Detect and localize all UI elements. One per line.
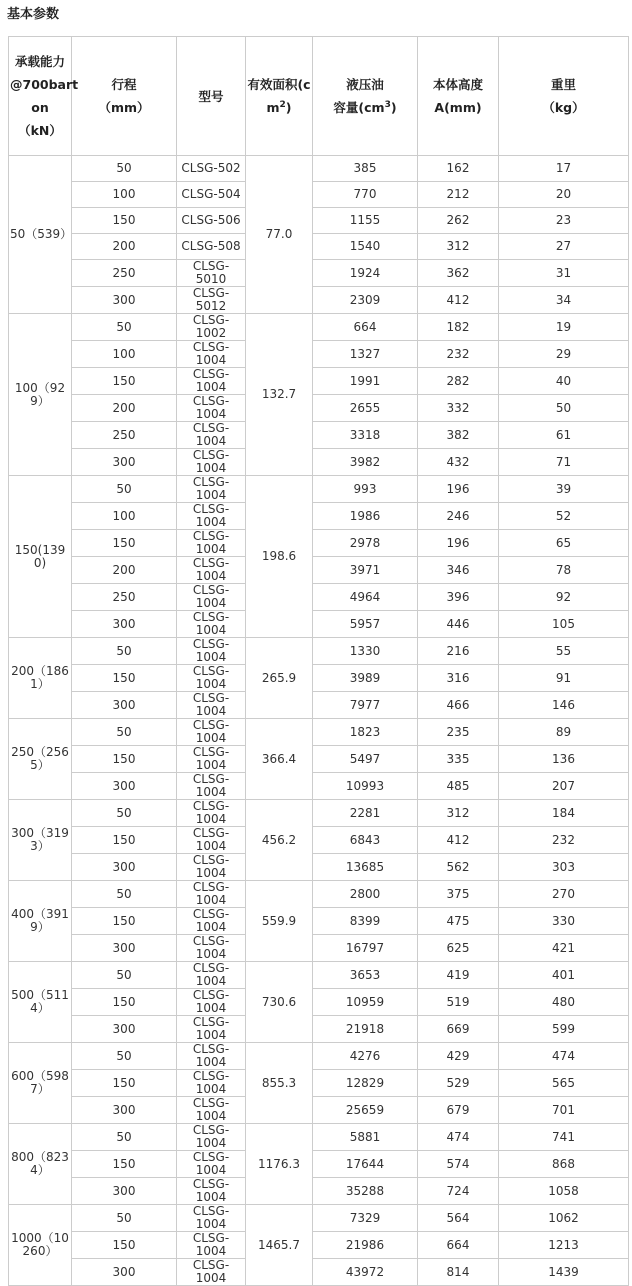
weight-cell: 1213 [499, 1232, 629, 1259]
table-row [9, 746, 629, 773]
table-row [9, 692, 629, 719]
oil-capacity-cell: 3971 [313, 557, 418, 584]
height-cell: 196 [418, 530, 499, 557]
height-cell: 316 [418, 665, 499, 692]
weight-cell: 27 [499, 234, 629, 260]
height-cell: 529 [418, 1070, 499, 1097]
model-cell: CLSG-1004 [177, 1043, 246, 1070]
table-row [9, 1070, 629, 1097]
header-stroke: 行程 （mm） [72, 37, 177, 156]
table-row [9, 935, 629, 962]
height-cell: 485 [418, 773, 499, 800]
stroke-cell: 300 [72, 287, 177, 314]
capacity-cell: 800（8234） [9, 1124, 72, 1205]
oil-capacity-cell: 770 [313, 182, 418, 208]
model-cell: CLSG-508 [177, 234, 246, 260]
header-capacity: 承载能力 @700bart on （kN） [9, 37, 72, 156]
stroke-cell: 50 [72, 476, 177, 503]
model-cell: CLSG-1004 [177, 1016, 246, 1043]
stroke-cell: 50 [72, 1124, 177, 1151]
height-cell: 346 [418, 557, 499, 584]
oil-capacity-cell: 1155 [313, 208, 418, 234]
capacity-cell: 500（5114） [9, 962, 72, 1043]
table-row [9, 476, 629, 503]
model-cell: CLSG-1004 [177, 854, 246, 881]
height-cell: 332 [418, 395, 499, 422]
weight-cell: 1439 [499, 1259, 629, 1286]
stroke-cell: 150 [72, 1151, 177, 1178]
oil-capacity-cell: 3982 [313, 449, 418, 476]
model-cell: CLSG-1002 [177, 314, 246, 341]
height-cell: 625 [418, 935, 499, 962]
stroke-cell: 250 [72, 422, 177, 449]
stroke-cell: 150 [72, 208, 177, 234]
stroke-cell: 100 [72, 182, 177, 208]
table-row [9, 800, 629, 827]
oil-capacity-cell: 385 [313, 156, 418, 182]
height-cell: 232 [418, 341, 499, 368]
stroke-cell: 150 [72, 1232, 177, 1259]
weight-cell: 92 [499, 584, 629, 611]
oil-capacity-cell: 13685 [313, 854, 418, 881]
capacity-cell: 1000（10260） [9, 1205, 72, 1286]
model-cell: CLSG-1004 [177, 476, 246, 503]
table-row [9, 287, 629, 314]
table-row [9, 827, 629, 854]
stroke-cell: 150 [72, 746, 177, 773]
height-cell: 669 [418, 1016, 499, 1043]
table-row [9, 341, 629, 368]
oil-capacity-cell: 25659 [313, 1097, 418, 1124]
table-row [9, 1205, 629, 1232]
model-cell: CLSG-506 [177, 208, 246, 234]
weight-cell: 29 [499, 341, 629, 368]
oil-capacity-cell: 4276 [313, 1043, 418, 1070]
oil-capacity-cell: 3318 [313, 422, 418, 449]
model-cell: CLSG-1004 [177, 503, 246, 530]
area-cell: 132.7 [246, 314, 313, 476]
stroke-cell: 50 [72, 962, 177, 989]
weight-cell: 19 [499, 314, 629, 341]
height-cell: 235 [418, 719, 499, 746]
table-row [9, 314, 629, 341]
weight-cell: 1058 [499, 1178, 629, 1205]
model-cell: CLSG-1004 [177, 1259, 246, 1286]
table-row [9, 1043, 629, 1070]
stroke-cell: 200 [72, 557, 177, 584]
stroke-cell: 50 [72, 800, 177, 827]
weight-cell: 868 [499, 1151, 629, 1178]
height-cell: 216 [418, 638, 499, 665]
weight-cell: 270 [499, 881, 629, 908]
weight-cell: 184 [499, 800, 629, 827]
table-row [9, 638, 629, 665]
stroke-cell: 250 [72, 584, 177, 611]
oil-capacity-cell: 43972 [313, 1259, 418, 1286]
table-row [9, 1151, 629, 1178]
table-row [9, 989, 629, 1016]
model-cell: CLSG-1004 [177, 1151, 246, 1178]
model-cell: CLSG-1004 [177, 611, 246, 638]
capacity-cell: 150(1390) [9, 476, 72, 638]
oil-capacity-cell: 7977 [313, 692, 418, 719]
table-row [9, 1178, 629, 1205]
height-cell: 446 [418, 611, 499, 638]
model-cell: CLSG-1004 [177, 395, 246, 422]
stroke-cell: 300 [72, 611, 177, 638]
oil-capacity-cell: 1823 [313, 719, 418, 746]
model-cell: CLSG-1004 [177, 908, 246, 935]
table-row [9, 854, 629, 881]
oil-capacity-cell: 17644 [313, 1151, 418, 1178]
area-cell: 265.9 [246, 638, 313, 719]
height-cell: 475 [418, 908, 499, 935]
weight-cell: 39 [499, 476, 629, 503]
height-cell: 419 [418, 962, 499, 989]
weight-cell: 31 [499, 260, 629, 287]
capacity-cell: 600（5987） [9, 1043, 72, 1124]
weight-cell: 232 [499, 827, 629, 854]
oil-capacity-cell: 21986 [313, 1232, 418, 1259]
header-row [9, 37, 629, 156]
oil-capacity-cell: 1327 [313, 341, 418, 368]
oil-capacity-cell: 10959 [313, 989, 418, 1016]
oil-capacity-cell: 16797 [313, 935, 418, 962]
oil-capacity-cell: 4964 [313, 584, 418, 611]
stroke-cell: 300 [72, 449, 177, 476]
model-cell: CLSG-1004 [177, 584, 246, 611]
model-cell: CLSG-1004 [177, 827, 246, 854]
area-cell: 366.4 [246, 719, 313, 800]
height-cell: 562 [418, 854, 499, 881]
table-body [9, 156, 629, 1286]
oil-capacity-cell: 993 [313, 476, 418, 503]
page-title: 基本参数 [7, 7, 60, 22]
table-row [9, 156, 629, 182]
height-cell: 724 [418, 1178, 499, 1205]
weight-cell: 741 [499, 1124, 629, 1151]
weight-cell: 136 [499, 746, 629, 773]
table-row [9, 908, 629, 935]
stroke-cell: 100 [72, 341, 177, 368]
area-cell: 1465.7 [246, 1205, 313, 1286]
stroke-cell: 50 [72, 881, 177, 908]
stroke-cell: 50 [72, 1205, 177, 1232]
oil-capacity-cell: 21918 [313, 1016, 418, 1043]
oil-capacity-cell: 10993 [313, 773, 418, 800]
stroke-cell: 150 [72, 530, 177, 557]
oil-capacity-cell: 3989 [313, 665, 418, 692]
oil-capacity-cell: 12829 [313, 1070, 418, 1097]
capacity-cell: 300（3193） [9, 800, 72, 881]
stroke-cell: 300 [72, 1259, 177, 1286]
stroke-cell: 250 [72, 260, 177, 287]
area-cell: 855.3 [246, 1043, 313, 1124]
model-cell: CLSG-1004 [177, 881, 246, 908]
header-weight: 重里 （kg） [499, 37, 629, 156]
height-cell: 574 [418, 1151, 499, 1178]
height-cell: 282 [418, 368, 499, 395]
model-cell: CLSG-1004 [177, 368, 246, 395]
weight-cell: 330 [499, 908, 629, 935]
stroke-cell: 200 [72, 395, 177, 422]
stroke-cell: 150 [72, 665, 177, 692]
table-row [9, 665, 629, 692]
height-cell: 474 [418, 1124, 499, 1151]
table-row [9, 260, 629, 287]
oil-capacity-cell: 2978 [313, 530, 418, 557]
model-cell: CLSG-1004 [177, 719, 246, 746]
height-cell: 412 [418, 287, 499, 314]
weight-cell: 78 [499, 557, 629, 584]
stroke-cell: 300 [72, 1097, 177, 1124]
stroke-cell: 300 [72, 692, 177, 719]
table-row [9, 611, 629, 638]
model-cell: CLSG-1004 [177, 341, 246, 368]
area-cell: 77.0 [246, 156, 313, 314]
model-cell: CLSG-1004 [177, 1070, 246, 1097]
weight-cell: 565 [499, 1070, 629, 1097]
stroke-cell: 150 [72, 989, 177, 1016]
model-cell: CLSG-5012 [177, 287, 246, 314]
table-row [9, 234, 629, 260]
oil-capacity-cell: 664 [313, 314, 418, 341]
weight-cell: 105 [499, 611, 629, 638]
oil-capacity-cell: 2800 [313, 881, 418, 908]
weight-cell: 701 [499, 1097, 629, 1124]
stroke-cell: 300 [72, 1016, 177, 1043]
table-row [9, 422, 629, 449]
model-cell: CLSG-1004 [177, 1205, 246, 1232]
oil-capacity-cell: 1330 [313, 638, 418, 665]
oil-capacity-cell: 2281 [313, 800, 418, 827]
stroke-cell: 300 [72, 1178, 177, 1205]
oil-capacity-cell: 2655 [313, 395, 418, 422]
capacity-cell: 200（1861） [9, 638, 72, 719]
weight-cell: 421 [499, 935, 629, 962]
table-row [9, 962, 629, 989]
oil-capacity-cell: 8399 [313, 908, 418, 935]
stroke-cell: 300 [72, 854, 177, 881]
oil-capacity-cell: 1986 [313, 503, 418, 530]
area-cell: 559.9 [246, 881, 313, 962]
oil-capacity-cell: 1924 [313, 260, 418, 287]
model-cell: CLSG-1004 [177, 1097, 246, 1124]
weight-cell: 52 [499, 503, 629, 530]
stroke-cell: 50 [72, 314, 177, 341]
stroke-cell: 200 [72, 234, 177, 260]
weight-cell: 480 [499, 989, 629, 1016]
capacity-cell: 50（539） [9, 156, 72, 314]
table-row [9, 530, 629, 557]
height-cell: 432 [418, 449, 499, 476]
model-cell: CLSG-1004 [177, 1178, 246, 1205]
height-cell: 412 [418, 827, 499, 854]
model-cell: CLSG-1004 [177, 962, 246, 989]
stroke-cell: 50 [72, 156, 177, 182]
table-row [9, 557, 629, 584]
weight-cell: 89 [499, 719, 629, 746]
height-cell: 382 [418, 422, 499, 449]
header-area: 有效面积(c $m^2$) [246, 37, 313, 156]
model-cell: CLSG-502 [177, 156, 246, 182]
stroke-cell: 150 [72, 908, 177, 935]
weight-cell: 91 [499, 665, 629, 692]
stroke-cell: 150 [72, 368, 177, 395]
table-row [9, 1097, 629, 1124]
height-cell: 664 [418, 1232, 499, 1259]
parameters-table [8, 36, 629, 1286]
weight-cell: 599 [499, 1016, 629, 1043]
weight-cell: 401 [499, 962, 629, 989]
table-row [9, 584, 629, 611]
weight-cell: 23 [499, 208, 629, 234]
model-cell: CLSG-1004 [177, 935, 246, 962]
table-row [9, 395, 629, 422]
model-cell: CLSG-1004 [177, 557, 246, 584]
model-cell: CLSG-1004 [177, 1124, 246, 1151]
model-cell: CLSG-1004 [177, 773, 246, 800]
weight-cell: 474 [499, 1043, 629, 1070]
table-row [9, 449, 629, 476]
oil-capacity-cell: 3653 [313, 962, 418, 989]
table-row [9, 881, 629, 908]
oil-capacity-cell: 5497 [313, 746, 418, 773]
stroke-cell: 50 [72, 638, 177, 665]
height-cell: 312 [418, 234, 499, 260]
weight-cell: 65 [499, 530, 629, 557]
height-cell: 312 [418, 800, 499, 827]
height-cell: 212 [418, 182, 499, 208]
table-row [9, 368, 629, 395]
model-cell: CLSG-5010 [177, 260, 246, 287]
weight-cell: 146 [499, 692, 629, 719]
table-row [9, 1232, 629, 1259]
weight-cell: 61 [499, 422, 629, 449]
weight-cell: 17 [499, 156, 629, 182]
table-row [9, 773, 629, 800]
oil-capacity-cell: 1991 [313, 368, 418, 395]
header-height: 本体高度 A(mm) [418, 37, 499, 156]
model-cell: CLSG-1004 [177, 1232, 246, 1259]
height-cell: 466 [418, 692, 499, 719]
weight-cell: 40 [499, 368, 629, 395]
height-cell: 335 [418, 746, 499, 773]
model-cell: CLSG-1004 [177, 665, 246, 692]
area-cell: 198.6 [246, 476, 313, 638]
model-cell: CLSG-1004 [177, 449, 246, 476]
model-cell: CLSG-1004 [177, 422, 246, 449]
header-model: 型号 [177, 37, 246, 156]
table-row [9, 208, 629, 234]
model-cell: CLSG-1004 [177, 800, 246, 827]
area-cell: 730.6 [246, 962, 313, 1043]
weight-cell: 207 [499, 773, 629, 800]
stroke-cell: 150 [72, 827, 177, 854]
capacity-cell: 100（929） [9, 314, 72, 476]
model-cell: CLSG-504 [177, 182, 246, 208]
oil-capacity-cell: 2309 [313, 287, 418, 314]
model-cell: CLSG-1004 [177, 989, 246, 1016]
table-row [9, 719, 629, 746]
stroke-cell: 50 [72, 719, 177, 746]
height-cell: 564 [418, 1205, 499, 1232]
model-cell: CLSG-1004 [177, 530, 246, 557]
weight-cell: 34 [499, 287, 629, 314]
height-cell: 814 [418, 1259, 499, 1286]
height-cell: 429 [418, 1043, 499, 1070]
weight-cell: 303 [499, 854, 629, 881]
table-row [9, 503, 629, 530]
stroke-cell: 50 [72, 1043, 177, 1070]
table-row [9, 182, 629, 208]
area-cell: 1176.3 [246, 1124, 313, 1205]
oil-capacity-cell: 7329 [313, 1205, 418, 1232]
stroke-cell: 300 [72, 773, 177, 800]
stroke-cell: 100 [72, 503, 177, 530]
weight-cell: 20 [499, 182, 629, 208]
table-row [9, 1259, 629, 1286]
weight-cell: 71 [499, 449, 629, 476]
capacity-cell: 400（3919） [9, 881, 72, 962]
height-cell: 162 [418, 156, 499, 182]
model-cell: CLSG-1004 [177, 638, 246, 665]
model-cell: CLSG-1004 [177, 746, 246, 773]
weight-cell: 55 [499, 638, 629, 665]
oil-capacity-cell: 35288 [313, 1178, 418, 1205]
height-cell: 519 [418, 989, 499, 1016]
weight-cell: 50 [499, 395, 629, 422]
oil-capacity-cell: 5881 [313, 1124, 418, 1151]
height-cell: 182 [418, 314, 499, 341]
header-oil-capacity: 液压油 容量$(cm^3)$ [313, 37, 418, 156]
height-cell: 375 [418, 881, 499, 908]
stroke-cell: 150 [72, 1070, 177, 1097]
oil-capacity-cell: 6843 [313, 827, 418, 854]
height-cell: 246 [418, 503, 499, 530]
capacity-cell: 250（2565） [9, 719, 72, 800]
table-row [9, 1016, 629, 1043]
model-cell: CLSG-1004 [177, 692, 246, 719]
stroke-cell: 300 [72, 935, 177, 962]
table-row [9, 1124, 629, 1151]
oil-capacity-cell: 1540 [313, 234, 418, 260]
height-cell: 679 [418, 1097, 499, 1124]
area-cell: 456.2 [246, 800, 313, 881]
height-cell: 196 [418, 476, 499, 503]
oil-capacity-cell: 5957 [313, 611, 418, 638]
height-cell: 362 [418, 260, 499, 287]
height-cell: 396 [418, 584, 499, 611]
weight-cell: 1062 [499, 1205, 629, 1232]
height-cell: 262 [418, 208, 499, 234]
